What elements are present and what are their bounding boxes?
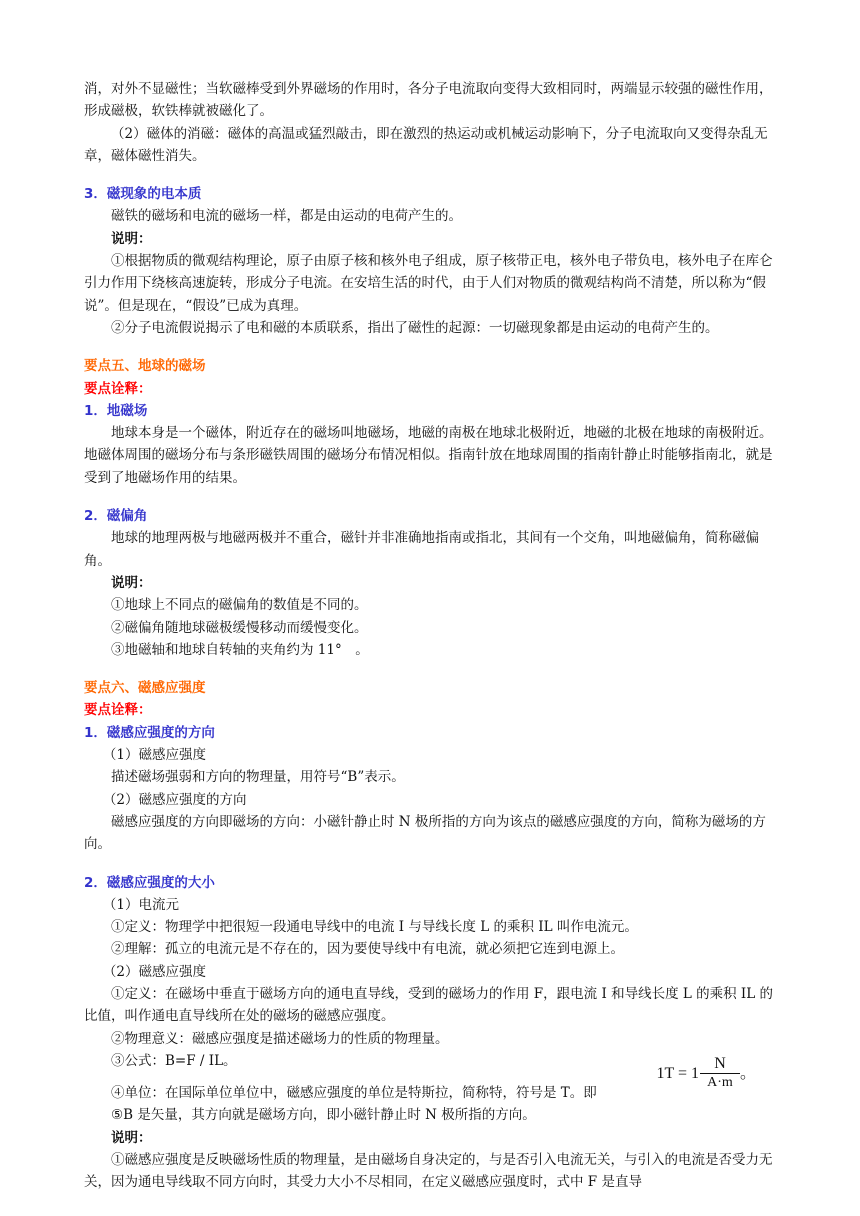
fraction-denominator: A·m [707, 1075, 733, 1091]
paragraph-demagnetization: （2）磁体的消磁：磁体的高温或猛烈敲击，即在激烈的热运动或机械运动影响下，分子电流取向又变得杂乱无章，磁体磁性消失。 [84, 125, 768, 164]
section-title-earth-field: 要点五、地球的磁场 [84, 358, 206, 375]
sub-item: （1）电流元 [102, 896, 179, 913]
note-item: ①根据物质的微观结构理论，原子由原子核和核外电子组成，原子核带正电，核外电子带负电，核外电子在库仑引力作用下绕核高速旋转，形成分子电流。在安培生活的时代，由于人们对物质的微观结构尚不清楚，所以称为“假说”。但是现在，“假设”已成为真理。 [84, 253, 773, 314]
text-declination: 地球的地理两极与地磁两极并不重合，磁针并非准确地指南或指北，其间有一个交角，叫地磁偏角，简称磁偏角。 [84, 530, 759, 569]
key-points-label: 要点诠释： [84, 380, 152, 397]
vector-text: ⑤B 是矢量，其方向就是磁场方向，即小磁针静止时 N 极所指的方向。 [111, 1107, 536, 1124]
unit-formula [656, 1055, 756, 1092]
sub-item: （1）磁感应强度 [102, 747, 206, 764]
definition-current-element: ①定义：物理学中把很短一段通电导线中的电流 I 与导线长度 L 的乘积 IL 叫作电流元。 [111, 919, 638, 936]
fraction-numerator: N [714, 1055, 726, 1073]
text-geomagnetic-field: 地球本身是一个磁体，附近存在的磁场叫地磁场，地磁的南极在地球北极附近，地磁的北极在地球的南极附近。地磁体周围的磁场分布与条形磁铁周围的磁场分布情况相似。指南针放在地球周围的指南针静止时能够指南北，就是受到了地磁场作用的结果。 [84, 425, 773, 486]
note-label: 说明： [111, 1129, 152, 1146]
heading-declination: 2．磁偏角 [84, 508, 148, 525]
heading-induction-magnitude: 2．磁感应强度的大小 [84, 874, 215, 891]
paragraph-magnetization: 消，对外不显磁性；当软磁棒受到外界磁场的作用时，各分子电流取向变得大致相同时，两端显示较强的磁性作用，形成磁极，软铁棒就被磁化了。 [84, 81, 773, 120]
note-item: ①磁感应强度是反映磁场性质的物理量，是由磁场自身决定的，与是否引入电流无关，与引入的电流是否受力无关，因为通电导线取不同方向时，其受力大小不尽相同，在定义磁感应强度时，式中 F 是直导 [84, 1152, 773, 1191]
text-induction-direction: 磁感应强度的方向即磁场的方向：小磁针静止时 N 极所指的方向为该点的磁感应强度的方向，简称为磁场的方向。 [84, 813, 766, 853]
section-title-induction: 要点六、磁感应强度 [84, 680, 206, 697]
note-item: ①地球上不同点的磁偏角的数值是不同的。 [111, 597, 368, 614]
note-label: 说明： [111, 230, 152, 247]
text-induction-def: 描述磁场强弱和方向的物理量，用符号“B”表示。 [111, 769, 405, 786]
note-item: ③地磁轴和地球自转轴的夹角约为 11° 。 [111, 641, 369, 658]
note-label: 说明： [111, 574, 152, 591]
formula-text: ③公式：B=F / IL。 [111, 1052, 237, 1069]
definition-induction: ①定义：在磁场中垂直于磁场方向的通电直导线，受到的磁场力的作用 F，跟电流 I 和导线长度 L 的乘积 IL 的比值，叫作通电直导线所在处的磁场的磁感应强度。 [84, 985, 773, 1025]
key-points-label: 要点诠释： [84, 702, 152, 719]
physical-meaning: ②物理意义：磁感应强度是描述磁场力的性质的物理量。 [111, 1030, 449, 1047]
sub-item: （2）磁感应强度的方向 [102, 791, 247, 808]
heading-geomagnetic-field: 1．地磁场 [84, 402, 148, 419]
formula-lhs: 1T = 1 [656, 1064, 699, 1082]
formula-fraction [700, 1055, 740, 1092]
note-item: ②磁偏角随地球磁极缓慢移动而缓慢变化。 [111, 619, 368, 636]
text-electric-nature: 磁铁的磁场和电流的磁场一样，都是由运动的电荷产生的。 [111, 208, 462, 225]
unit-text: ④单位：在国际单位单位中，磁感应强度的单位是特斯拉，简称特，符号是 T。即 [111, 1085, 597, 1102]
formula-tail: 。 [739, 1064, 756, 1082]
heading-electric-nature: 3．磁现象的电本质 [84, 186, 202, 203]
understanding-current-element: ②理解：孤立的电流元是不存在的，因为要使导线中有电流，就必须把它连到电源上。 [111, 941, 624, 958]
heading-induction-direction: 1．磁感应强度的方向 [84, 724, 215, 741]
note-item: ②分子电流假说揭示了电和磁的本质联系，指出了磁性的起源：一切磁现象都是由运动的电荷产生的。 [111, 319, 719, 336]
sub-item: （2）磁感应强度 [102, 963, 206, 980]
document-page [84, 78, 784, 1194]
